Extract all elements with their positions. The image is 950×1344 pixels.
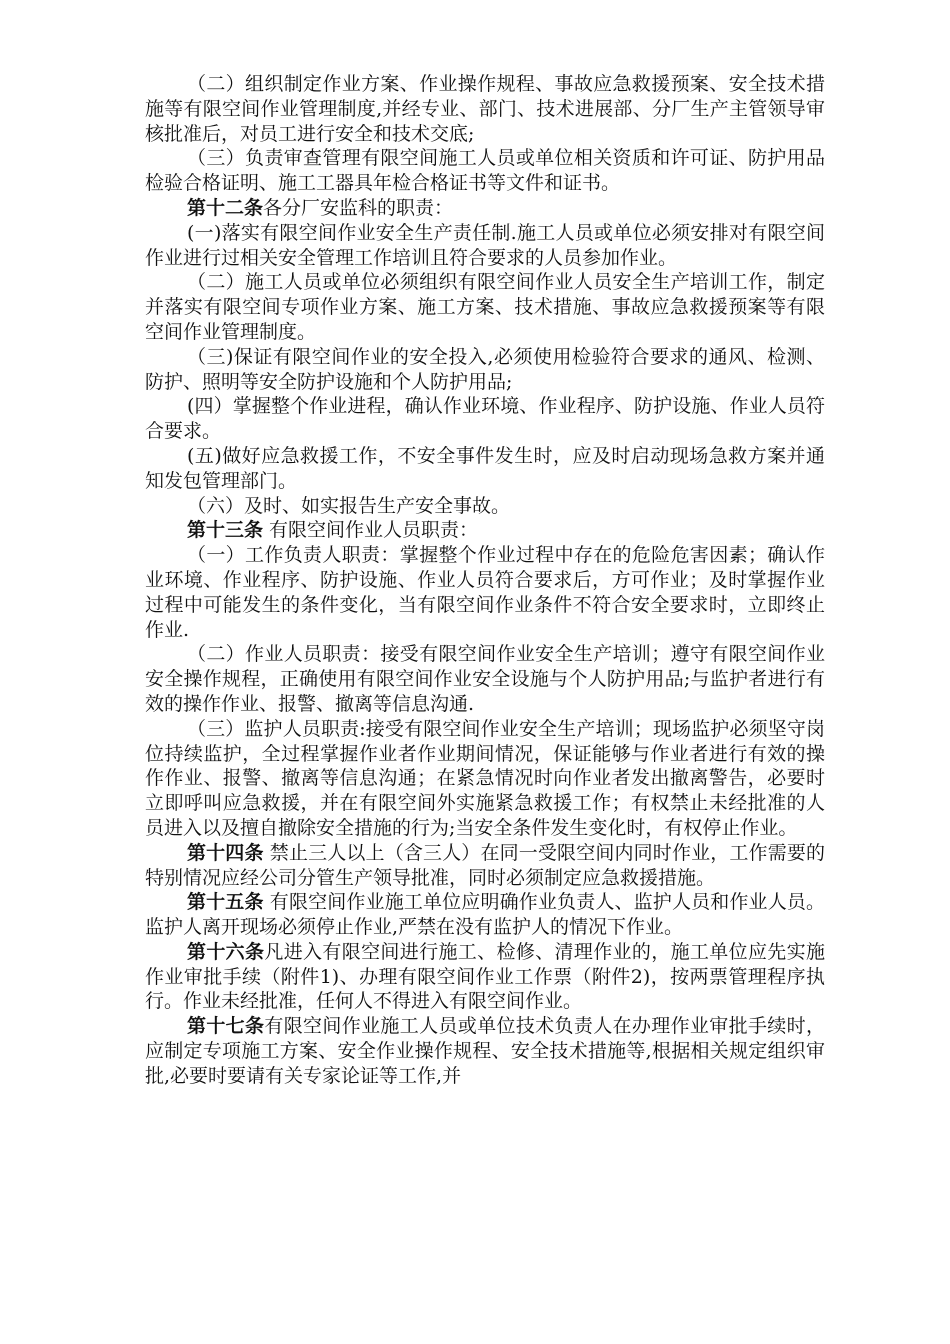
article-heading: 第十三条 [187, 519, 264, 542]
paragraph-1 [145, 72, 825, 146]
article-12 [145, 196, 825, 221]
paragraph-8 [145, 444, 825, 494]
paragraph-text: （二）施工人员或单位必须组织有限空间作业人员安全生产培训工作，制定并落实有限空间专项作业方案、施工方案、技术措施、事故应急救援预案等有限空间作业管理制度。 [145, 271, 825, 343]
article-13 [145, 518, 825, 543]
paragraph-text: （二）作业人员职责：接受有限空间作业安全生产培训；遵守有限空间作业安全操作规程，正确使用有限空间作业安全设施与个人防护用品;与监护者进行有效的操作作业、报警、撤离等信息沟通. [145, 643, 825, 715]
paragraph-text: (四）掌握整个作业进程，确认作业环境、作业程序、防护设施、作业人员符合要求。 [145, 395, 825, 443]
article-heading: 第十四条 [187, 841, 264, 864]
paragraph-text: 禁止三人以上（含三人）在同一受限空间内同时作业，工作需要的特别情况应经公司分管生产领导批准，同时必须制定应急救援措施。 [145, 841, 825, 889]
paragraph-13 [145, 717, 825, 841]
paragraph-text: （一）工作负责人职责：掌握整个作业过程中存在的危险危害因素；确认作业环境、作业程序、防护设施、作业人员符合要求后，方可作业；及时掌握作业过程中可能发生的条件变化，当有限空间作业条件不符合安全要求时，立即终止作业. [145, 544, 825, 641]
paragraph-12 [145, 642, 825, 716]
paragraph-9 [145, 494, 825, 519]
paragraph-text: （二）组织制定作业方案、作业操作规程、事故应急救援预案、安全技术措施等有限空间作业管理制度,并经专业、部门、技术进展部、分厂生产主管领导审核批准后，对员工进行安全和技术交底; [145, 73, 825, 145]
paragraph-4 [145, 221, 825, 271]
paragraph-text: （三)保证有限空间作业的安全投入,必须使用检验符合要求的通风、检测、防护、照明等安全防护设施和个人防护用品; [145, 345, 825, 393]
paragraph-11 [145, 543, 825, 642]
article-heading: 第十五条 [187, 891, 264, 914]
article-heading: 第十六条 [187, 940, 265, 963]
article-16 [145, 940, 825, 1014]
paragraph-6 [145, 345, 825, 395]
paragraph-text: 各分厂安监科的职责： [263, 196, 454, 219]
paragraph-text: (一)落实有限空间作业安全生产责任制.施工人员或单位必须安排对有限空间作业进行过相关安全管理工作培训且符合要求的人员参加作业。 [145, 221, 825, 269]
paragraph-text: （三）监护人员职责:接受有限空间作业安全生产培训；现场监护必须坚守岗位持续监护，全过程掌握作业者作业期间情况，保证能够与作业者进行有效的操作作业、报警、撤离等信息沟通；在紧急情况时向作业者发出撤离警告，必要时立即呼叫应急救援，并在有限空间外实施紧急救援工作；有权禁止未经批准的人员进入以及擅自撤除安全措施的行为;当安全条件发生变化时，有权停止作业。 [145, 717, 825, 839]
paragraph-2 [145, 146, 825, 196]
article-heading: 第十七条 [187, 1015, 265, 1038]
document-page [145, 72, 825, 1089]
paragraph-5 [145, 270, 825, 344]
paragraph-7 [145, 394, 825, 444]
paragraph-text: （六）及时、如实报告生产安全事故。 [187, 494, 511, 517]
paragraph-text: 有限空间作业施工单位应明确作业负责人、监护人员和作业人员。监护人离开现场必须停止作业,严禁在没有监护人的情况下作业。 [145, 891, 825, 939]
paragraph-text: (五)做好应急救援工作，不安全事件发生时，应及时启动现场急救方案并通知发包管理部门。 [145, 444, 825, 492]
article-heading: 第十二条 [187, 196, 264, 219]
paragraph-text: 凡进入有限空间进行施工、检修、清理作业的，施工单位应先实施作业审批手续（附件1)、办理有限空间作业工作票（附件2)，按两票管理程序执行。作业未经批准，任何人不得进入有限空间作业。 [145, 940, 825, 1013]
article-17 [145, 1014, 825, 1088]
paragraph-text: 有限空间作业施工人员或单位技术负责人在办理作业审批手续时，应制定专项施工方案、安全作业操作规程、安全技术措施等,根据相关规定组织审批,必要时要请有关专家论证等工作,并 [145, 1015, 825, 1087]
paragraph-text: （三）负责审查管理有限空间施工人员或单位相关资质和许可证、防护用品检验合格证明、施工工器具年检合格证书等文件和证书。 [145, 147, 825, 195]
article-15 [145, 890, 825, 940]
paragraph-text: 有限空间作业人员职责： [263, 519, 479, 542]
article-14 [145, 841, 825, 891]
